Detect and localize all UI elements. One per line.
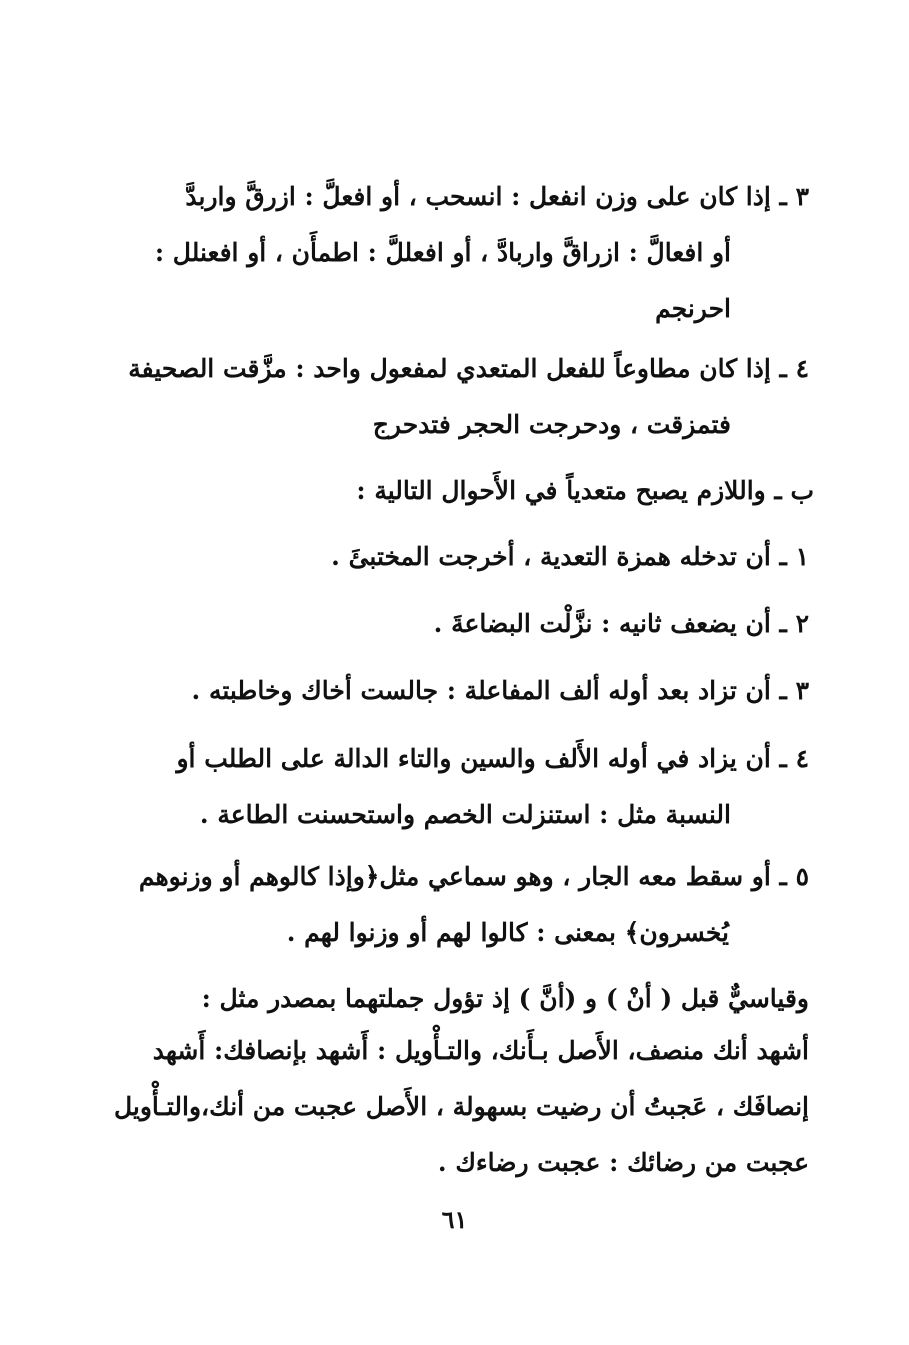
section-b-item-5-line-2: يُخسرون﴾ بمعنى : كالوا لهم أو وزنوا لهم . [286,918,729,947]
item-4-line-1: ٤ ـ إذا كان مطاوعاً للفعل المتعدي لمفعول واحد : مزَّقت الصحيفة [128,354,809,383]
item-3-line-3: احرنجم [655,294,731,323]
section-b-item-1: ١ ـ أن تدخله همزة التعدية ، أخرجت المختبئَ . [331,542,809,571]
paragraph-line-4: عجبت من رضائك : عجبت رضاءك . [437,1148,809,1177]
section-b-item-5-line-1: ٥ ـ أو سقط معه الجار ، وهو سماعي مثل﴿وإذا كالوهم أو وزنوهم [138,862,809,891]
paragraph-line-2: أشهد أنك منصف، الأَصل بـأَنك، والتـأْويل : أَشهد بإنصافك: أَشهد [152,1036,809,1065]
paragraph-line-3: إنصافَك ، عَجبتُ أن رضيت بسهولة ، الأَصل عجبت من أنك،والتـأْويل [113,1092,809,1121]
section-b-item-3: ٣ ـ أن تزاد بعد أوله ألف المفاعلة : جالست أخاك وخاطبته . [191,676,809,705]
section-b-item-4-line-1: ٤ ـ أن يزاد في أوله الأَلف والسين والتاء الدالة على الطلب أو [176,744,809,773]
paragraph-line-1: وقياسيٌّ قبل ( أنْ ) و (أنَّ ) إذ تؤول جملتهما بمصدر مثل : [201,984,809,1013]
page-number: ٦١ [441,1205,468,1234]
section-b-heading: ب ـ واللازم يصبح متعدياً في الأَحوال التالية : [356,476,814,505]
section-b-item-4-line-2: النسبة مثل : استنزلت الخصم واستحسنت الطاعة . [199,800,731,829]
section-b-item-2: ٢ ـ أن يضعف ثانيه : نزَّلْت البضاعةَ . [433,609,809,638]
item-3-line-1: ٣ ـ إذا كان على وزن انفعل : انسحب ، أو افعلَّ : ازرقَّ واربدَّ [185,182,809,211]
item-4-line-2: فتمزقت ، ودحرجت الحجر فتدحرج [372,410,731,439]
item-3-line-2: أو افعالَّ : ازراقَّ واربادَّ ، أو افعللَّ : اطمأَن ، أو افعنلل : [154,238,731,267]
